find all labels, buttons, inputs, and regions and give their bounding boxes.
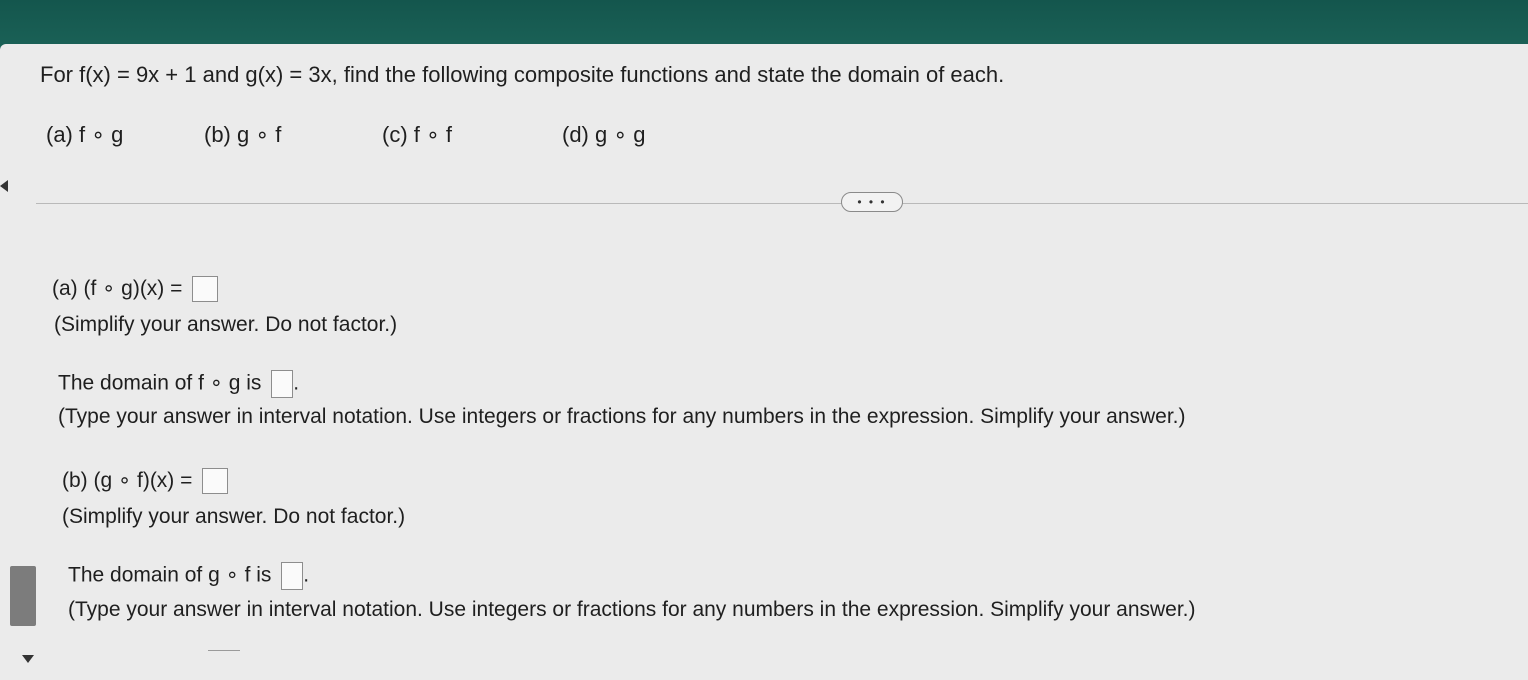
more-options-button[interactable]: • • • <box>841 192 903 212</box>
part-a-prompt: (a) (f ∘ g)(x) = <box>52 277 183 300</box>
part-label-b: (b) g ∘ f <box>204 122 282 147</box>
scroll-handle[interactable] <box>10 566 36 626</box>
expand-down-arrow-icon[interactable] <box>22 655 34 663</box>
part-a-domain-row <box>58 370 299 398</box>
question-text: For f(x) = 9x + 1 and g(x) = 3x, find the following composite functions and state the domain of each. <box>40 62 1005 87</box>
part-label-c: (c) f ∘ f <box>382 122 452 147</box>
part-a-domain-instruction: (Type your answer in interval notation. Use integers or fractions for any numbers in the expression. Simplify your answer.) <box>58 405 1186 428</box>
part-b-row <box>62 468 228 494</box>
part-b-answer-input[interactable] <box>202 468 228 494</box>
part-b-domain-row <box>68 562 309 590</box>
part-a-domain-prompt: The domain of f ∘ g is <box>58 371 262 395</box>
part-b-prompt: (b) (g ∘ f)(x) = <box>62 469 193 492</box>
part-a-instruction: (Simplify your answer. Do not factor.) <box>54 313 398 336</box>
part-a-domain-input[interactable] <box>271 370 293 398</box>
bottom-divider <box>208 650 240 651</box>
part-a-row <box>52 276 218 302</box>
section-divider <box>36 203 1528 204</box>
part-b-domain-instruction: (Type your answer in interval notation. Use integers or fractions for any numbers in the expression. Simplify your answer.) <box>68 598 1196 621</box>
part-b-domain-period: . <box>303 563 310 587</box>
part-b-domain-input[interactable] <box>281 562 303 590</box>
part-label-a: (a) f ∘ g <box>46 122 124 147</box>
part-a-answer-input[interactable] <box>192 276 218 302</box>
collapse-left-arrow-icon[interactable] <box>0 180 8 192</box>
part-b-domain-prompt: The domain of g ∘ f is <box>68 563 272 587</box>
part-label-d: (d) g ∘ g <box>562 122 646 147</box>
part-a-domain-period: . <box>293 371 300 395</box>
part-b-instruction: (Simplify your answer. Do not factor.) <box>62 505 406 528</box>
